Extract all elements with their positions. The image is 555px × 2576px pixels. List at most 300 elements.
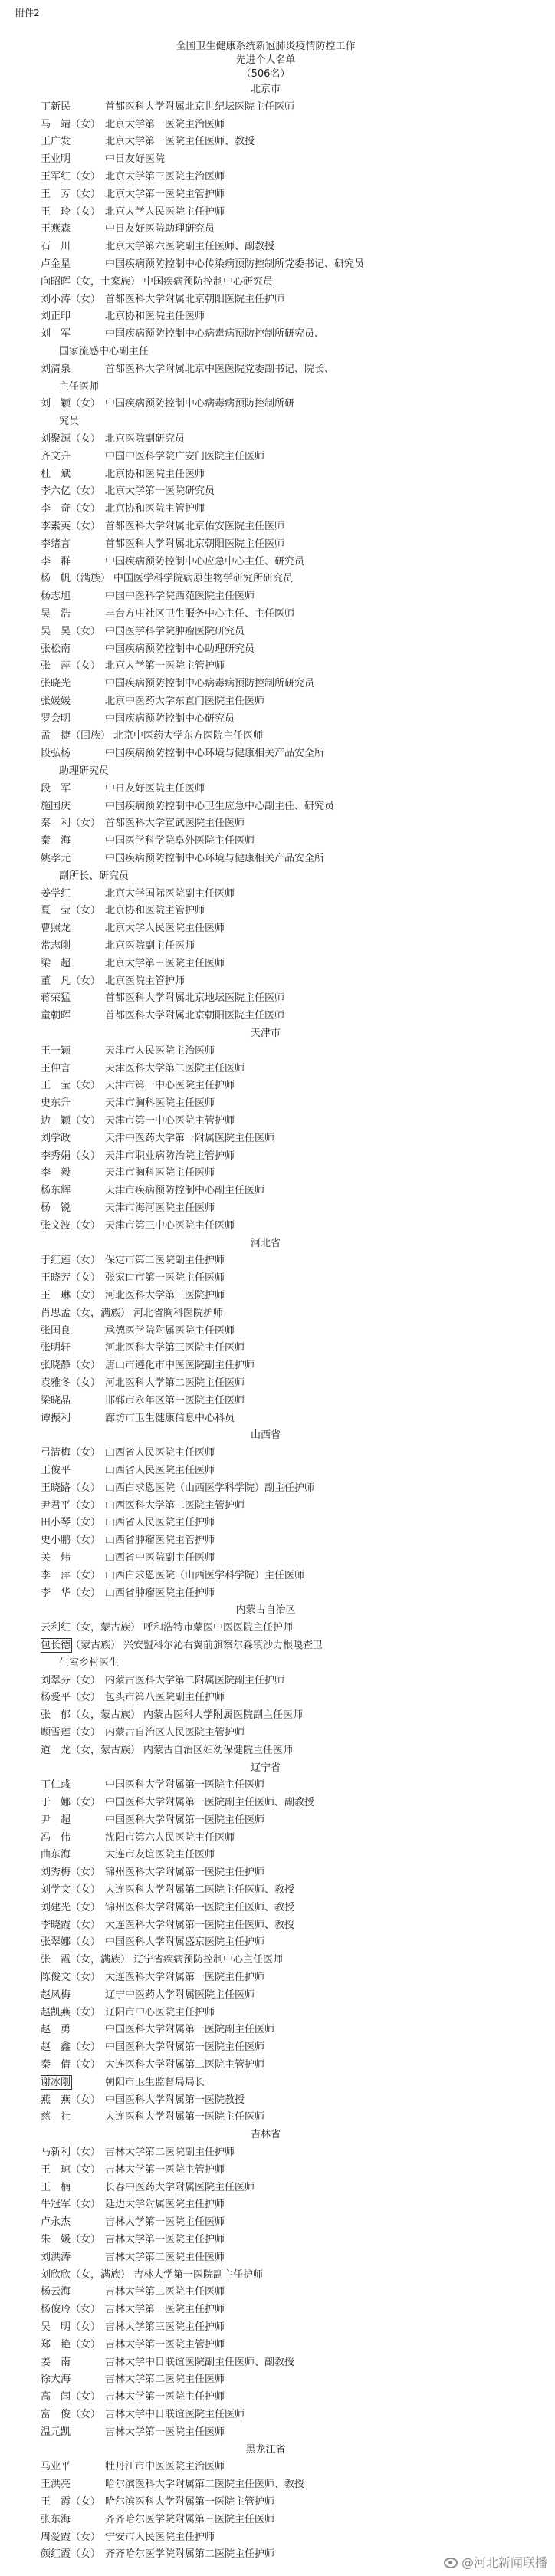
person-title: 中国疾病预防控制中心研究员 [143, 275, 274, 288]
person-name-cell [41, 1568, 102, 1585]
person-name-cell [41, 1689, 102, 1707]
person-name: 梁 超 [41, 957, 71, 969]
person-row [41, 221, 501, 239]
person-name: 史小鹏 [41, 1535, 71, 1547]
person-name-cell [41, 518, 102, 536]
person-name-cell [41, 256, 102, 274]
person-row [41, 1532, 501, 1550]
person-name-cell [41, 833, 102, 850]
person-title: 天津市第一中心医院主任护师 [105, 1080, 235, 1092]
person-name-cell [41, 2109, 102, 2127]
person-name-cell [41, 151, 102, 169]
person-title: 山西省肿瘤医院主任护师 [105, 1587, 215, 1599]
person-row [41, 641, 501, 659]
person-row [41, 711, 501, 729]
person-title: 保定市第二医院副主任护师 [105, 1255, 225, 1267]
person-row [41, 1095, 501, 1113]
person-row [41, 1043, 501, 1061]
person-title: 中国医学科学院病原生物学研究所研究员 [113, 573, 294, 585]
person-name: 王洪亮 [41, 2479, 71, 2491]
person-row [41, 658, 501, 676]
person-name-cell [41, 1445, 102, 1462]
person-row [41, 1934, 501, 1952]
title-line-1: 全国卫生健康系统新冠肺炎疫情防控工作 [176, 41, 356, 52]
person-name: 李六亿 [41, 485, 71, 498]
person-name: 田小琴 [41, 1517, 71, 1529]
person-title: 哈尔滨医科大学附属第二医院主任医师、教授 [105, 2479, 305, 2491]
person-name-cell [41, 1498, 102, 1515]
person-name: 曲东海 [41, 1849, 71, 1861]
person-name-cell [41, 2371, 102, 2389]
person-name-cell [41, 2459, 102, 2476]
person-name-cell [41, 326, 102, 344]
person-name: 杨 帆 [41, 573, 71, 585]
person-title: 山西省中医院副主任医师 [105, 1551, 215, 1564]
person-row [41, 1183, 501, 1200]
person-name-cell [41, 2144, 102, 2162]
person-name: 赵 勇 [41, 2024, 71, 2036]
person-name-cell [41, 2337, 102, 2354]
person-note: （女） [71, 2391, 101, 2403]
person-row [41, 973, 501, 991]
person-name-cell [41, 1095, 102, 1113]
person-name: 向昭晖 [41, 275, 71, 288]
person-note: （女） [71, 2408, 101, 2420]
person-note: （女） [71, 1936, 101, 1949]
title-line-2: 先进个人名单 [235, 54, 296, 66]
person-title: 北京医院副主任医师 [105, 940, 195, 952]
person-name: 刘小涛 [41, 293, 71, 305]
person-row [41, 1777, 501, 1795]
person-name: 杨 锐 [41, 1202, 71, 1214]
person-name: 姜学红 [41, 887, 71, 900]
person-name-cell [41, 1900, 102, 1917]
person-row [41, 1305, 501, 1323]
person-title: 北京协和医院主任医师 [105, 468, 205, 480]
person-note: （女） [71, 1080, 101, 1092]
person-name: 王俊平 [41, 1464, 71, 1476]
person-title-continued: 副所长、研究员 [59, 870, 130, 882]
person-name-cell [41, 1725, 102, 1742]
person-note: （女） [71, 1919, 101, 1931]
person-name: 王 玲 [41, 206, 71, 218]
person-name-cell [41, 938, 102, 956]
person-name-cell [41, 2354, 102, 2372]
person-row [41, 2371, 501, 2389]
person-row [41, 554, 501, 571]
person-title: 中国医学科学院阜外医院主任医师 [105, 835, 255, 847]
person-name: 王仲言 [41, 1062, 71, 1074]
person-row [41, 1585, 501, 1603]
person-name-cell [41, 2022, 102, 2039]
person-name: 袁雅冬 [41, 1377, 71, 1389]
person-name: 颜红霞 [41, 2548, 71, 2561]
person-name-cell [41, 2057, 102, 2074]
person-row [41, 2337, 501, 2354]
person-title: 天津市胸科医院主任医师 [105, 1167, 215, 1179]
person-name: 徐大海 [41, 2374, 71, 2386]
person-name: 段 军 [41, 782, 71, 795]
person-row [41, 990, 501, 1008]
person-title: 呼和浩特市蒙医中医医院主任护师 [143, 1622, 294, 1634]
person-title: 山西省人民医院主任护师 [105, 1517, 215, 1529]
person-name: 张媛媛 [41, 695, 71, 707]
person-row [41, 2232, 501, 2249]
person-name-cell [41, 815, 102, 833]
person-name: 刘学政 [41, 1132, 71, 1144]
person-name: 王晓芳 [41, 1272, 71, 1285]
person-row [41, 588, 501, 606]
person-row [41, 326, 501, 344]
person-row [41, 1375, 501, 1393]
person-row [41, 2057, 501, 2074]
person-row [41, 1969, 501, 1987]
person-title: 北京中医药大学东方医院主任医师 [113, 730, 264, 742]
person-name-cell [41, 850, 102, 868]
person-row [41, 938, 501, 956]
person-name-cell [41, 1288, 102, 1305]
person-title: 首都医科大学附属北京朝阳医院主任医师 [105, 538, 285, 550]
person-title: 大连医科大学附属第一医院主任医师、教授 [105, 1919, 295, 1931]
person-row [41, 2459, 501, 2476]
person-title: 邯郸市永年区第一医院主任医师 [105, 1394, 245, 1406]
person-name-cell [41, 1917, 102, 1935]
person-title: 丰台方庄社区卫生服务中心主任、主任医师 [105, 607, 295, 620]
person-title: 内蒙古医科大学第二附属医院副主任护师 [105, 1674, 285, 1686]
person-name-cell [41, 99, 102, 117]
person-name-cell [41, 2039, 102, 2057]
person-name-cell [41, 1969, 102, 1987]
person-row [41, 1689, 501, 1707]
person-row [41, 133, 501, 151]
person-row [41, 1061, 501, 1078]
person-name-cell [41, 1673, 102, 1690]
person-row [41, 1550, 501, 1568]
person-title: 天津市第一中心医院主管护师 [105, 1115, 235, 1127]
person-title: 吉林大学第一医院主任医师 [105, 2216, 225, 2229]
person-name-cell [41, 1812, 102, 1830]
watermark-text: @河北新闻联播 [461, 2555, 547, 2570]
person-name-cell [41, 274, 140, 291]
person-row [41, 186, 501, 204]
person-title: 吉林大学第一医院副主任护师 [133, 2268, 264, 2281]
region-heading: 辽宁省 [250, 1762, 281, 1774]
person-note: （满族） [71, 573, 111, 585]
person-name: 秦 利 [41, 818, 71, 830]
person-name-cell [41, 1148, 102, 1166]
person-row [41, 2512, 501, 2529]
person-title-continued: 究员 [59, 416, 80, 428]
person-note: （女） [71, 2304, 101, 2316]
person-name: 陈俊文 [41, 1972, 71, 1984]
person-row [41, 2354, 501, 2372]
person-row [41, 2319, 501, 2337]
person-name: 李 萍 [41, 1569, 71, 1581]
person-name-cell [41, 239, 102, 256]
person-name-cell [41, 2301, 102, 2319]
person-name: 赵 鑫 [41, 2041, 71, 2054]
person-name: 王一颖 [41, 1045, 71, 1057]
person-note: （女） [71, 1482, 101, 1494]
person-note: （女） [71, 520, 101, 532]
region-heading: 内蒙古自治区 [235, 1604, 296, 1617]
person-name-cell [41, 2512, 102, 2529]
person-name-cell [41, 1707, 140, 1725]
person-title: 山西省人民医院主任医师 [105, 1464, 215, 1476]
person-row [41, 815, 501, 833]
person-title: 锦州医科大学附属第一医院主任护师 [105, 1867, 265, 1879]
person-note: （女） [71, 1447, 101, 1459]
person-name: 李 华 [41, 1587, 71, 1599]
person-title: 天津市疾病预防控制中心副主任医师 [105, 1185, 265, 1197]
person-name: 张晓静 [41, 1360, 71, 1372]
person-row [41, 956, 501, 973]
person-note: （女） [71, 975, 101, 987]
person-name: 张东海 [41, 2513, 71, 2525]
person-note: （女） [71, 818, 101, 830]
person-note: （女） [71, 1150, 101, 1162]
person-title: 吉林大学中日联谊医院主任医师 [105, 2408, 245, 2420]
person-name: 李 群 [41, 555, 71, 568]
person-name: 慈 社 [41, 2111, 71, 2124]
person-name: 张 郁 [41, 1709, 71, 1722]
person-name-cell [41, 1305, 130, 1323]
person-title: 中日友好医院主任医师 [105, 782, 205, 795]
person-name-cell [41, 1830, 102, 1847]
person-row [41, 1830, 501, 1847]
person-title: 天津医科大学第二医院主任医师 [105, 1062, 245, 1074]
person-name: 刘清泉 [41, 363, 71, 375]
person-row [41, 1620, 501, 1637]
person-title: 辽宁中医药大学附属医院主任医师 [105, 1989, 255, 2001]
person-title: 吉林大学第二医院主任医师 [105, 2374, 225, 2386]
person-title: 辽宁省疾病预防控制中心主任医师 [133, 1954, 284, 1966]
person-name: 夏 莹 [41, 905, 71, 917]
person-name-cell [41, 2092, 102, 2110]
person-name-cell [41, 1864, 102, 1882]
person-row [41, 903, 501, 920]
person-title: 北京大学人民医院主任医师 [105, 923, 225, 935]
person-name: 王晓路 [41, 1482, 71, 1494]
person-note: （女） [71, 1726, 101, 1739]
person-title: 中国疾病预防控制中心助理研究员 [105, 643, 255, 655]
person-name: 杜 斌 [41, 468, 71, 480]
person-row [41, 886, 501, 903]
person-name: 卢金星 [41, 258, 71, 270]
weibo-icon [444, 2558, 458, 2568]
person-name-cell [41, 1620, 140, 1637]
person-row [41, 2494, 501, 2512]
person-title: 中国疾病预防控制中心研究员 [105, 712, 235, 725]
person-note: （女） [71, 1692, 101, 1704]
person-name: 富 俊 [41, 2408, 71, 2420]
person-name: 温元凯 [41, 2426, 71, 2438]
person-title: 吉林大学第二医院主任医师 [105, 2251, 225, 2263]
person-name: 马 靖 [41, 118, 71, 130]
person-title: 北京协和医院主管护师 [105, 905, 205, 917]
person-name-cell [41, 2389, 102, 2407]
person-row [41, 2109, 501, 2127]
weibo-watermark [444, 2555, 547, 2571]
person-title: 天津市海河医院主任医师 [105, 1202, 215, 1214]
person-title: 哈尔滨医科大学附属第一医院主管护师 [105, 2495, 275, 2508]
person-name: 郑 艳 [41, 2338, 71, 2351]
person-title: 山西省人民医院主任医师 [105, 1447, 215, 1459]
person-title: 内蒙古医科大学附属医院副主任医师 [143, 1709, 304, 1722]
person-title: 中国医科大学附属第一医院副主任医师、副教授 [105, 1797, 315, 1809]
person-name-cell [41, 431, 102, 449]
person-title: 宁安市人民医院主任护师 [105, 2531, 215, 2543]
person-title: 吉林大学第三医院主任护师 [105, 2321, 225, 2333]
person-name: 齐文升 [41, 450, 71, 462]
person-name-cell [41, 2232, 102, 2249]
person-title: 北京大学国际医院副主任医师 [105, 887, 235, 900]
person-note: （女，土家族） [71, 275, 141, 288]
person-name-cell [41, 1393, 102, 1410]
person-row [41, 1165, 501, 1183]
person-row [41, 1340, 501, 1357]
person-title: 山西白求恩医院（山西医学科学院）副主任护师 [105, 1482, 315, 1494]
person-row [41, 1288, 501, 1305]
person-name: 施国庆 [41, 800, 71, 812]
person-name: 王 琼 [41, 2163, 71, 2176]
person-row [41, 169, 501, 186]
person-row [41, 2301, 501, 2319]
person-name-cell [41, 1532, 102, 1550]
person-name: 董 凡 [41, 975, 71, 987]
person-name-cell [41, 920, 102, 938]
person-title: 中国医科大学附属第一医院主任医师 [105, 1814, 265, 1826]
person-row [41, 2074, 501, 2092]
person-note: （女） [71, 1272, 101, 1285]
person-name-cell [41, 903, 102, 920]
person-title: 吉林大学第一医院主任护师 [105, 2391, 225, 2403]
person-name: 肖思孟 [41, 1307, 71, 1319]
person-name-cell [41, 693, 102, 711]
person-note: （女，蒙古族） [71, 1622, 141, 1634]
person-note: （女） [71, 625, 101, 637]
person-name: 边 颖 [41, 1115, 71, 1127]
person-title: 中日友好医院 [105, 153, 166, 166]
person-note: （女） [71, 1884, 101, 1897]
person-name-cell [41, 133, 102, 151]
person-title: 兴安盟科尔沁右翼前旗察尔森镇沙力根嘎查卫 [123, 1639, 323, 1651]
person-title: 吉林大学第一医院主管护师 [105, 2163, 225, 2176]
person-title: 山西医科大学第二医院主管护师 [105, 1499, 245, 1512]
person-title-continued: 主任医师 [59, 380, 100, 393]
person-row [41, 2005, 501, 2022]
person-name-cell [41, 2529, 102, 2547]
person-name-cell [41, 781, 102, 798]
person-name: 梁晓晶 [41, 1394, 71, 1406]
person-name-cell [41, 1130, 102, 1148]
person-title: 北京大学第一医院主任医师、教授 [105, 136, 255, 148]
person-name: 李素英 [41, 520, 71, 532]
person-name-cell [41, 1515, 102, 1532]
person-note: （女） [71, 1255, 101, 1267]
person-title: 北京大学第一医院主管护师 [105, 660, 225, 673]
person-row [41, 1498, 501, 1515]
person-name: 尹 超 [41, 1814, 71, 1826]
person-title-continued: 国家流感中心副主任 [59, 345, 149, 357]
person-title: 河北省胸科医院护师 [133, 1307, 224, 1319]
person-title: 首都医科大学宣武医院主任医师 [105, 818, 245, 830]
person-name-cell [41, 1270, 102, 1288]
person-name-cell [41, 361, 102, 379]
person-title: 大连市友谊医院主任医师 [105, 1849, 215, 1861]
person-name-cell [41, 1410, 102, 1428]
person-title: 内蒙古自治区妇幼保健院主任医师 [143, 1744, 294, 1756]
person-row [41, 850, 501, 868]
person-note: （女） [71, 2495, 101, 2508]
person-name: 杨爱平 [41, 1692, 71, 1704]
person-name: 于 娜 [41, 1797, 71, 1809]
person-name: 刘建光 [41, 1901, 71, 1913]
person-title: 辽阳市中心医院主任护师 [105, 2006, 215, 2018]
person-row [41, 1393, 501, 1410]
person-name: 冯 伟 [41, 1831, 71, 1844]
person-name: 刘学文 [41, 1884, 71, 1897]
person-name: 刘 颖 [41, 398, 71, 410]
person-note: （女） [71, 1587, 101, 1599]
person-note: （女） [71, 188, 101, 200]
person-name-cell [41, 973, 102, 991]
person-note: （女） [71, 905, 101, 917]
person-name: 史东升 [41, 1097, 71, 1110]
person-note: （女） [71, 1535, 101, 1547]
person-title: 首都医科大学附属北京世纪坛医院主任医师 [105, 100, 295, 113]
person-row [41, 466, 501, 484]
person-row [41, 623, 501, 641]
person-title: 中国疾病预防控制中心病毒病预防控制所研究员、 [105, 328, 325, 341]
person-title: 天津市职业病防治院主管护师 [105, 1150, 235, 1162]
person-name-cell [41, 1882, 102, 1900]
person-row [41, 728, 501, 745]
person-name-cell [41, 1113, 102, 1130]
person-title: 中国医科大学附属盛京医院主任护师 [105, 1936, 265, 1949]
person-title: 河北医科大学第三医院护师 [105, 1289, 225, 1301]
person-title: 首都医科大学附属北京朝阳医院主任护师 [105, 293, 285, 305]
person-name: 关 炜 [41, 1551, 71, 1564]
person-name-cell [41, 606, 102, 623]
person-name-cell [41, 2005, 102, 2022]
person-title: 北京大学第六医院副主任医师、副教授 [105, 241, 275, 253]
person-title: 锦州医科大学附属第一医院主任医师、教授 [105, 1901, 295, 1913]
person-row [41, 274, 501, 291]
person-row [41, 204, 501, 222]
person-name-cell [41, 536, 102, 554]
person-title: 唐山市遵化市中医医院副主任护师 [105, 1360, 255, 1372]
person-row [41, 536, 501, 554]
person-note: （女） [71, 2234, 101, 2246]
person-title: 大连医科大学附属第二医院主管护师 [105, 2059, 265, 2071]
person-note: （女） [71, 485, 101, 498]
person-name: 卢永杰 [41, 2216, 71, 2229]
person-name-cell [41, 2074, 102, 2092]
person-name: 刘洪涛 [41, 2251, 71, 2263]
person-name-cell [41, 798, 102, 816]
person-name: 李 奇 [41, 503, 71, 515]
person-title: 张家口市第一医院主任医师 [105, 1272, 225, 1285]
person-row [41, 2284, 501, 2301]
person-name: 吴 明 [41, 2321, 71, 2333]
person-name: 杨俊玲 [41, 2304, 71, 2316]
person-name-cell [41, 571, 110, 588]
person-row [41, 1795, 501, 1812]
person-name-cell [41, 2494, 102, 2512]
person-name: 蒋荣猛 [41, 992, 71, 1005]
person-title: 河北医科大学第三医院主任医师 [105, 1342, 245, 1354]
